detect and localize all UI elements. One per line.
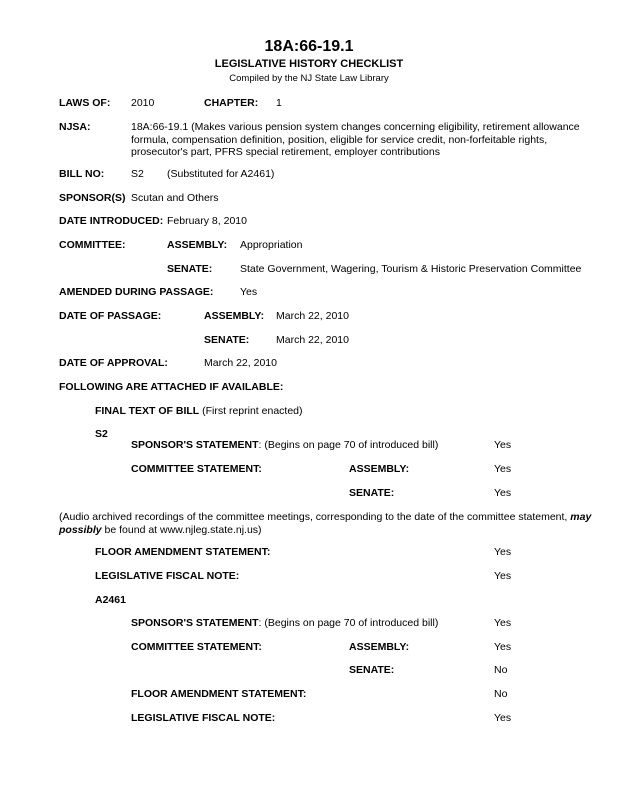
a2461-committee-statement-label: COMMITTEE STATEMENT:	[131, 641, 262, 653]
bill-substitution-note: (Substituted for A2461)	[167, 168, 275, 180]
s2-assembly-label: ASSEMBLY:	[349, 463, 410, 475]
a2461-assembly-value: Yes	[494, 641, 512, 653]
s2-committee-statement-label: COMMITTEE STATEMENT:	[131, 463, 262, 475]
audio-note	[59, 511, 604, 536]
fiscal-note-value: Yes	[494, 570, 512, 582]
a2461-sponsor-statement-note: : (Begins on page 70 of introduced bill)	[258, 617, 439, 629]
date-of-passage-label: DATE OF PASSAGE:	[59, 310, 162, 322]
passage-senate-label: SENATE:	[204, 334, 250, 346]
floor-amendment-label: FLOOR AMENDMENT STATEMENT:	[95, 546, 271, 558]
a2461-floor-amendment-value: No	[494, 688, 508, 700]
chapter-label: CHAPTER:	[204, 97, 259, 109]
njsa-value: 18A:66-19.1 (Makes various pension system changes concerning eligibility, retirement allowance formula, compensation definition, position, eligible for service credit, non-forfeitable rights, prosecutor's part, PFRS special retirement, employer contributions	[131, 121, 580, 159]
a2461-senate-value: No	[494, 664, 508, 676]
amended-value: Yes	[240, 286, 258, 298]
passage-assembly-value: March 22, 2010	[276, 310, 349, 322]
a2461-sponsor-statement-value: Yes	[494, 617, 512, 629]
amended-label: AMENDED DURING PASSAGE:	[59, 286, 214, 298]
following-heading: FOLLOWING ARE ATTACHED IF AVAILABLE:	[59, 381, 284, 393]
date-of-approval-value: March 22, 2010	[204, 357, 277, 369]
laws-of-value: 2010	[131, 97, 155, 109]
a2461-senate-label: SENATE:	[349, 664, 395, 676]
passage-assembly-label: ASSEMBLY:	[204, 310, 265, 322]
passage-senate-value: March 22, 2010	[276, 334, 349, 346]
fiscal-note-label: LEGISLATIVE FISCAL NOTE:	[95, 570, 240, 582]
s2-sponsor-statement-note: : (Begins on page 70 of introduced bill)	[258, 439, 439, 451]
a2461-fiscal-note-value: Yes	[494, 712, 512, 724]
s2-sponsor-statement-value: Yes	[494, 439, 512, 451]
floor-amendment-value: Yes	[494, 546, 512, 558]
committee-senate-label: SENATE:	[167, 263, 213, 275]
sponsors-label: SPONSOR(S)	[59, 192, 126, 204]
s2-sponsor-statement	[131, 439, 438, 452]
sponsors-value: Scutan and Others	[131, 192, 219, 204]
a2461-floor-amendment-label: FLOOR AMENDMENT STATEMENT:	[131, 688, 307, 700]
a2461-sponsor-statement	[131, 617, 438, 630]
audio-note-part2: be found at www.njleg.state.nj.us)	[104, 523, 262, 536]
a2461-label: A2461	[95, 594, 126, 606]
laws-of-label: LAWS OF:	[59, 97, 111, 109]
committee-assembly-value: Appropriation	[240, 239, 303, 251]
date-introduced-label: DATE INTRODUCED:	[59, 215, 164, 227]
bill-no-value: S2	[131, 168, 144, 180]
compiled-by: Compiled by the NJ State Law Library	[229, 73, 389, 84]
a2461-assembly-label: ASSEMBLY:	[349, 641, 410, 653]
chapter-value: 1	[276, 97, 282, 109]
date-of-approval-label: DATE OF APPROVAL:	[59, 357, 168, 369]
bill-no-label: BILL NO:	[59, 168, 105, 180]
audio-note-emphasis: may possibly	[59, 511, 592, 536]
audio-note-part1: (Audio archived recordings of the committee meetings, corresponding to the date of the committee statement,	[59, 511, 571, 523]
committee-assembly-label: ASSEMBLY:	[167, 239, 228, 251]
date-introduced-value: February 8, 2010	[167, 215, 247, 227]
s2-sponsor-statement-label: SPONSOR'S STATEMENT	[131, 439, 259, 451]
s2-senate-label: SENATE:	[349, 487, 395, 499]
njsa-label: NJSA:	[59, 121, 91, 133]
final-text-note: (First reprint enacted)	[202, 405, 303, 417]
document-title: 18A:66-19.1	[264, 38, 354, 55]
s2-label: S2	[95, 428, 108, 440]
a2461-fiscal-note-label: LEGISLATIVE FISCAL NOTE:	[131, 712, 276, 724]
a2461-sponsor-statement-label: SPONSOR'S STATEMENT	[131, 617, 259, 629]
final-text-line	[95, 405, 303, 418]
committee-senate-value: State Government, Wagering, Tourism & Historic Preservation Committee	[240, 263, 582, 275]
final-text-label: FINAL TEXT OF BILL	[95, 405, 200, 417]
s2-assembly-value: Yes	[494, 463, 512, 475]
document-subtitle: LEGISLATIVE HISTORY CHECKLIST	[214, 58, 404, 70]
s2-senate-value: Yes	[494, 487, 512, 499]
committee-label: COMMITTEE:	[59, 239, 126, 251]
